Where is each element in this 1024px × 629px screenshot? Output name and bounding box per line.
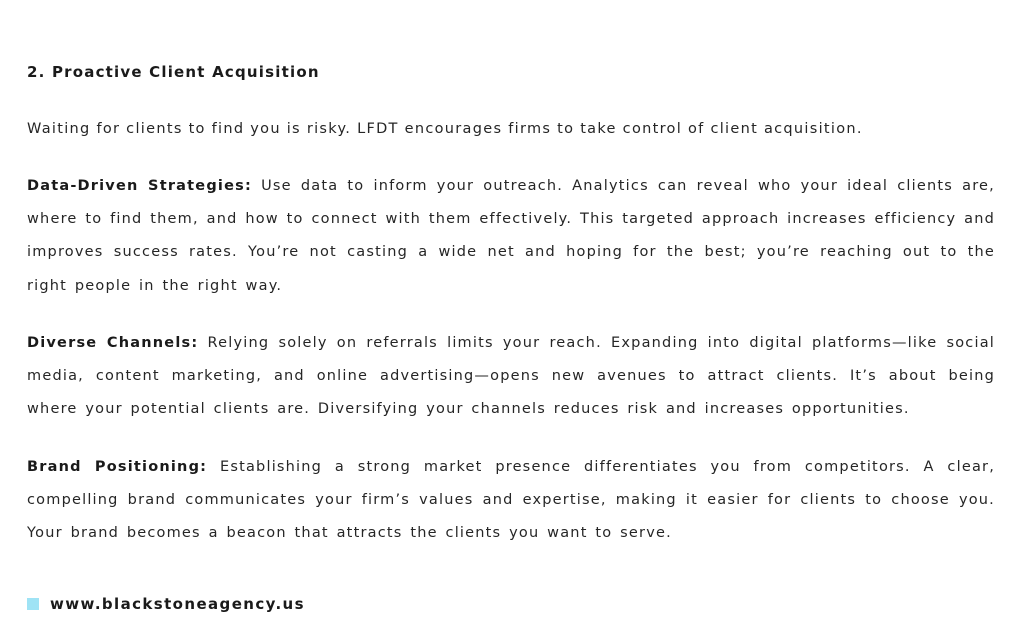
footer bbox=[27, 592, 305, 616]
paragraph-data-driven-strategies bbox=[27, 170, 995, 303]
intro-paragraph: Waiting for clients to find you is risky. LFDT encourages firms to take control of client acquisition. bbox=[27, 121, 863, 137]
paragraph-body: Establishing a strong market presence differentiates you from competitors. A clear, compelling brand communicates your firm’s values and expertise, making it easier for clients to choose you. Your brand becomes a beacon that attracts the clients you want to serve. bbox=[27, 459, 996, 542]
paragraph-lead: Data-Driven Strategies: bbox=[27, 178, 252, 194]
website-link[interactable]: www.blackstoneagency.us bbox=[50, 595, 305, 613]
paragraph-lead: Brand Positioning: bbox=[27, 459, 208, 475]
paragraph-diverse-channels bbox=[27, 327, 995, 427]
document-page bbox=[27, 0, 995, 629]
paragraph-brand-positioning bbox=[27, 451, 995, 551]
paragraph-body: Relying solely on referrals limits your reach. Expanding into digital platforms—like social media, content marketing, and online advertising—opens new avenues to attract clients. It’s about being where your potential clients are. Diversifying your channels reduces risk and increases opportunities. bbox=[27, 335, 996, 418]
square-icon bbox=[27, 598, 39, 610]
paragraph-lead: Diverse Channels: bbox=[27, 335, 199, 351]
section-heading: 2. Proactive Client Acquisition bbox=[27, 63, 320, 81]
paragraph-body: Use data to inform your outreach. Analytics can reveal who your ideal clients are, where to find them, and how to connect with them effectively. This targeted approach increases efficiency and improves success rates. You’re not casting a wide net and hoping for the best; you’re reaching out to the right people in the right way. bbox=[27, 178, 995, 294]
